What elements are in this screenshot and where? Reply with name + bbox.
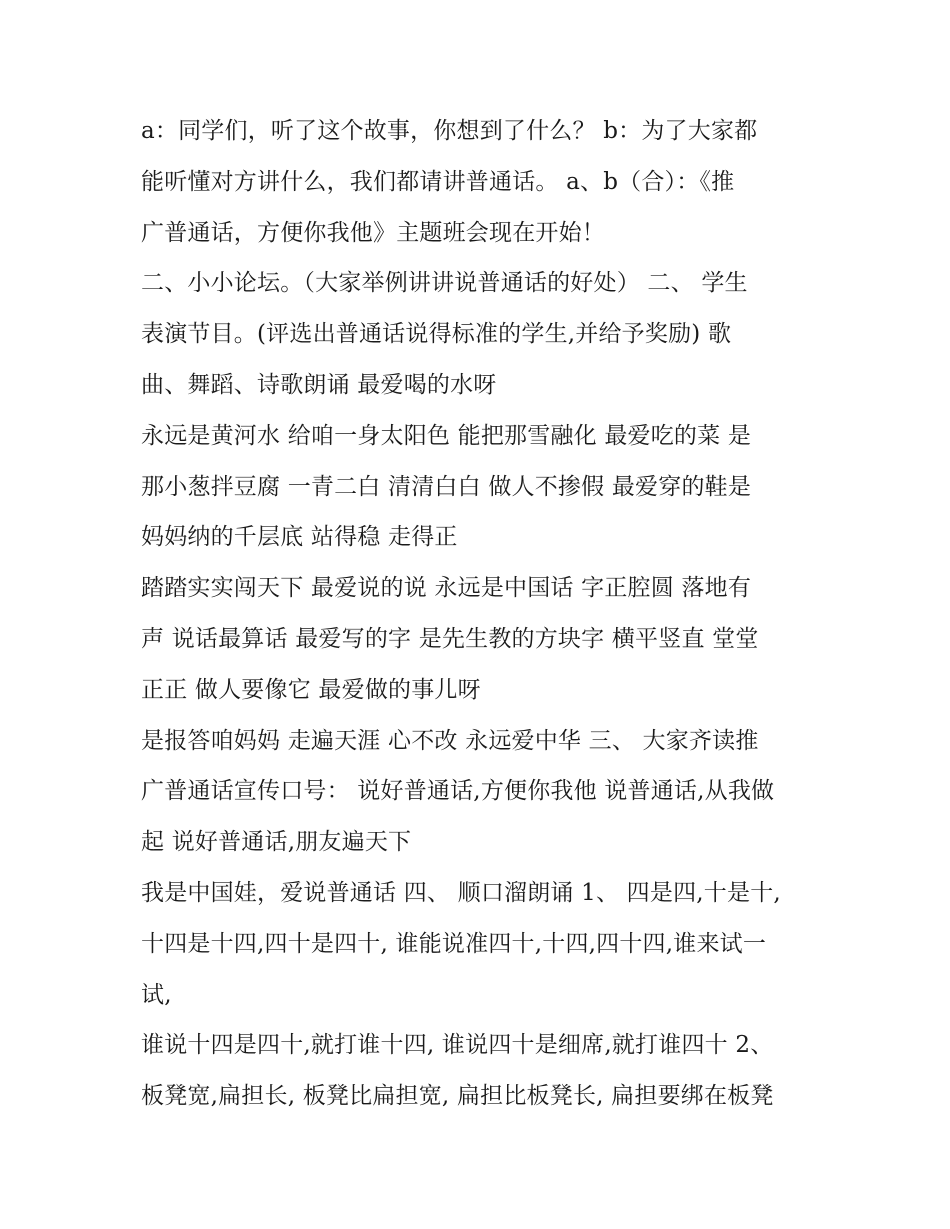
text-line: 曲、舞蹈、诗歌朗诵 最爱喝的水呀 bbox=[141, 371, 497, 398]
text-line: 声 说话最算话 最爱写的字 是先生教的方块字 横平竖直 堂堂 bbox=[141, 625, 759, 652]
text-line: 能听懂对方讲什么，我们都请讲普通话。 a、b（合）：《推 bbox=[141, 168, 735, 195]
text-line: 广普通话，方便你我他》主题班会现在开始！ bbox=[141, 219, 605, 246]
text-line: 起 说好普通话,朋友遍天下 bbox=[141, 829, 412, 856]
text-line: 广普通话宣传口号： 说好普通话,方便你我他 说普通话,从我做 bbox=[141, 778, 775, 805]
text-line: 那小葱拌豆腐 一青二白 清清白白 做人不掺假 最爱穿的鞋是 bbox=[141, 473, 752, 500]
text-line: 是报答咱妈妈 走遍天涯 心不改 永远爱中华 三、 大家齐读推 bbox=[141, 727, 759, 754]
document-text bbox=[141, 106, 821, 1122]
text-line: 表演节目。(评选出普通话说得标准的学生,并给予奖励) 歌 bbox=[141, 321, 732, 348]
text-line: 十四是十四,四十是四十, 谁能说准四十,十四,四十四,谁来试一 bbox=[141, 930, 767, 957]
text-line: 谁说十四是四十,就打谁十四, 谁说四十是细席,就打谁四十 2、 bbox=[141, 1032, 774, 1059]
text-line: 二、小小论坛。（大家举例讲讲说普通话的好处） 二、 学生 bbox=[141, 270, 748, 297]
text-line: 踏踏实实闯天下 最爱说的说 永远是中国话 字正腔圆 落地有 bbox=[141, 575, 752, 602]
text-line: 板凳宽,扁担长, 板凳比扁担宽, 扁担比板凳长, 扁担要绑在板凳 bbox=[141, 1083, 774, 1110]
text-line: 妈妈纳的千层底 站得稳 走得正 bbox=[141, 524, 458, 551]
text-line: a：同学们，听了这个故事，你想到了什么？ b：为了大家都 bbox=[141, 118, 758, 144]
text-line: 试, bbox=[141, 981, 172, 1008]
text-line: 永远是黄河水 给咱一身太阳色 能把那雪融化 最爱吃的菜 是 bbox=[141, 422, 752, 449]
text-line: 正正 做人要像它 最爱做的事儿呀 bbox=[141, 676, 481, 703]
text-line: 我是中国娃，爱说普通话 四、 顺口溜朗诵 1、 四是四,十是十, bbox=[141, 879, 781, 906]
